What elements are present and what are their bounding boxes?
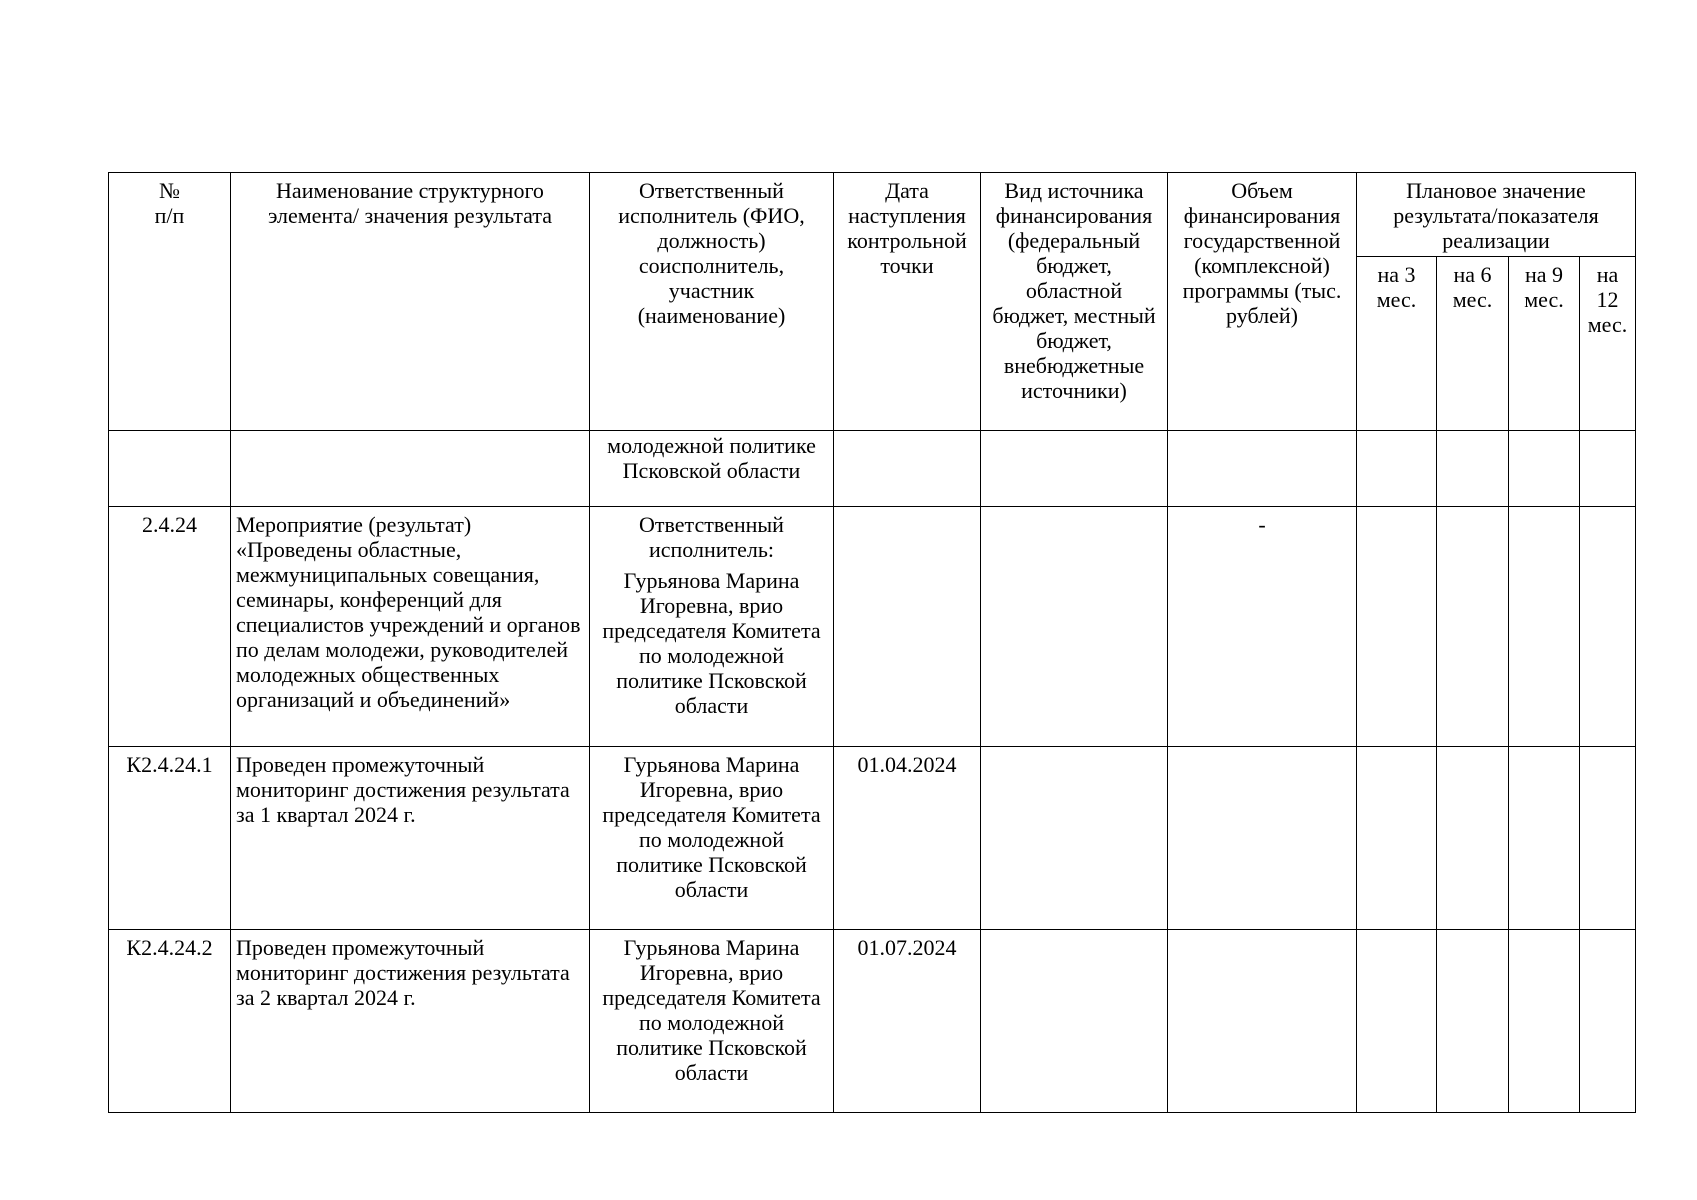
header-source: Вид источника финансирования (федеральный бюджет, областной бюджет, местный бюджет, внебюджетные источники): [981, 173, 1168, 431]
header-3-months: на 3 мес.: [1357, 257, 1437, 431]
row-number: К2.4.24.2: [109, 930, 231, 1113]
row-responsible: Гурьянова Марина Игоревна, врио председателя Комитета по молодежной политике Псковской области: [590, 930, 834, 1113]
row-name: Мероприятие (результат) «Проведены областные, межмуниципальных совещания, семинары, конференций для специалистов учреждений и органов по делам молодежи, руководителей молодежных общественных организаций и объединений»: [231, 507, 590, 747]
row-date: [834, 507, 981, 747]
header-6-months: на 6 мес.: [1437, 257, 1509, 431]
header-planned-value: Плановое значение результата/показателя реализации: [1357, 173, 1636, 257]
row-responsible: молодежной политике Псковской области: [590, 431, 834, 507]
row-name: Проведен промежуточный мониторинг достижения результата за 2 квартал 2024 г.: [231, 930, 590, 1113]
row-source: [981, 431, 1168, 507]
row-source: [981, 507, 1168, 747]
row-date: 01.04.2024: [834, 747, 981, 930]
table-row: [109, 747, 1636, 930]
header-date: Дата наступления контрольной точки: [834, 173, 981, 431]
row-source: [981, 747, 1168, 930]
header-number: № п/п: [109, 173, 231, 431]
row-date: 01.07.2024: [834, 930, 981, 1113]
row-name: Проведен промежуточный мониторинг достижения результата за 1 квартал 2024 г.: [231, 747, 590, 930]
row-responsible: [590, 507, 834, 747]
row-number: К2.4.24.1: [109, 747, 231, 930]
row-volume: [1168, 930, 1357, 1113]
header-responsible: Ответственный исполнитель (ФИО, должность) соисполнитель, участник (наименование): [590, 173, 834, 431]
header-12-months: на 12 мес.: [1580, 257, 1636, 431]
row-number: [109, 431, 231, 507]
header-name: Наименование структурного элемента/ значения результата: [231, 173, 590, 431]
row-volume: -: [1168, 507, 1357, 747]
table-row: [109, 930, 1636, 1113]
responsible-person: Гурьянова Марина Игоревна, врио председателя Комитета по молодежной политике Псковской области: [602, 568, 821, 718]
responsible-label: Ответственный исполнитель:: [639, 512, 784, 562]
plan-table: [108, 172, 1636, 1113]
table-row: [109, 431, 1636, 507]
row-volume: [1168, 431, 1357, 507]
row-responsible: Гурьянова Марина Игоревна, врио председателя Комитета по молодежной политике Псковской области: [590, 747, 834, 930]
row-date: [834, 431, 981, 507]
table-row: [109, 507, 1636, 747]
row-number: 2.4.24: [109, 507, 231, 747]
row-volume: [1168, 747, 1357, 930]
row-name: [231, 431, 590, 507]
row-source: [981, 930, 1168, 1113]
header-9-months: на 9 мес.: [1509, 257, 1580, 431]
header-volume: Объем финансирования государственной (комплексной) программы (тыс. рублей): [1168, 173, 1357, 431]
